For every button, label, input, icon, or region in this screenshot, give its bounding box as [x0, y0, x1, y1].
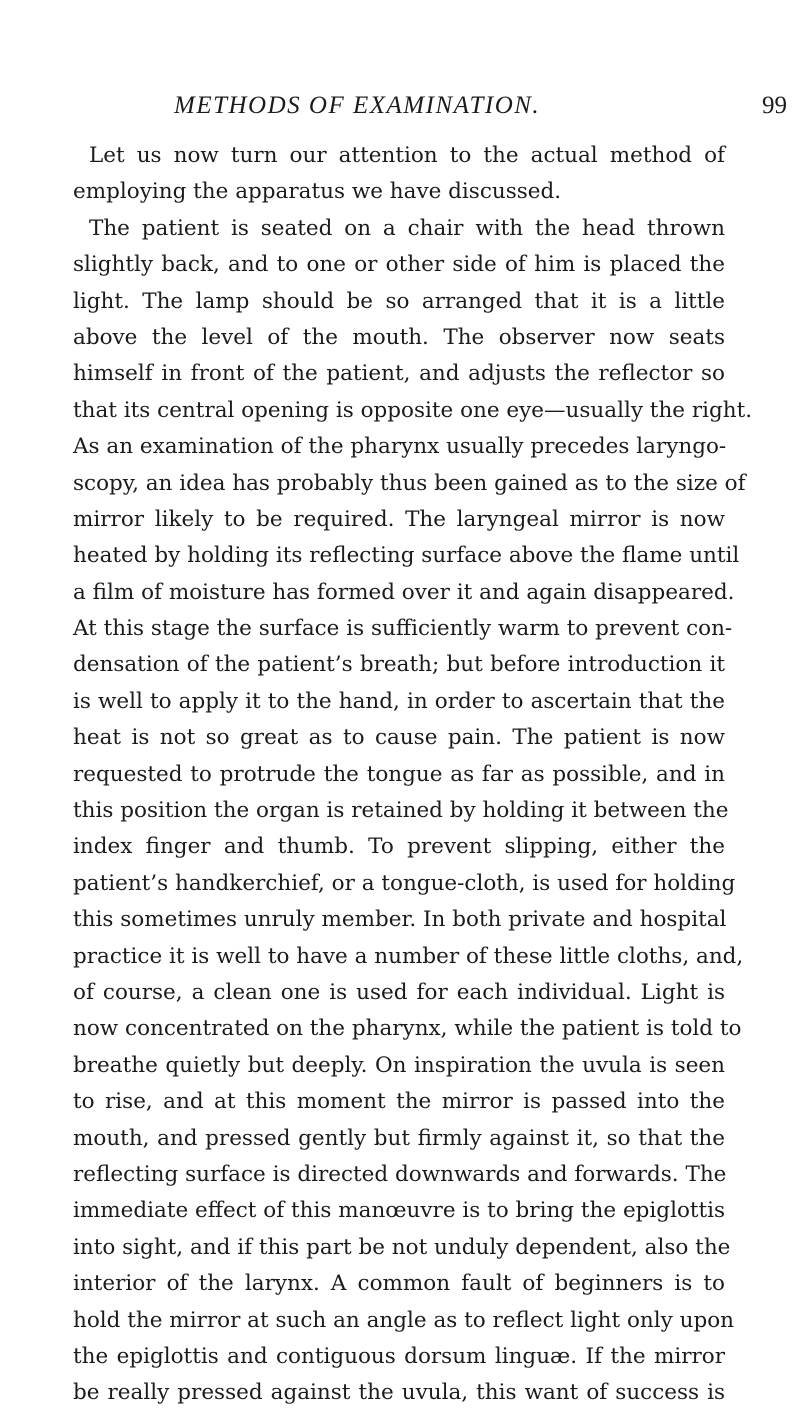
text-line: light. The lamp should be so arranged that it is a little: [73, 288, 725, 314]
text-line: heat is not so great as to cause pain. The patient is now: [73, 725, 725, 751]
text-line: this position the organ is retained by holding it between the: [73, 798, 729, 824]
text-line: breathe quietly but deeply. On inspiration the uvula is seen: [73, 1052, 725, 1078]
text-line: the epiglottis and contiguous dorsum linguæ. If the mirror: [73, 1343, 725, 1369]
text-line: As an examination of the pharynx usually precedes laryngo-: [73, 434, 727, 460]
text-line: densation of the patient’s breath; but before introduction it: [73, 652, 725, 678]
running-title: METHODS OF EXAMINATION.: [174, 92, 541, 119]
text-line: patient’s handkerchief, or a tongue-cloth, is used for holding: [73, 870, 736, 896]
text-line: Let us now turn our attention to the actual method of: [89, 143, 725, 168]
text-line: mirror likely to be required. The laryngeal mirror is now: [73, 506, 725, 532]
text-line: employing the apparatus we have discussed.: [73, 179, 562, 205]
text-line: to rise, and at this moment the mirror is passed into the: [73, 1089, 725, 1115]
text-line: into sight, and if this part be not unduly dependent, also the: [73, 1234, 731, 1260]
text-line: that its central opening is opposite one eye—usually the right.: [73, 397, 753, 423]
text-line: of course, a clean one is used for each individual. Light is: [73, 979, 725, 1005]
text-line: interior of the larynx. A common fault of beginners is to: [73, 1271, 725, 1297]
text-line: immediate effect of this manœuvre is to bring the epiglottis: [73, 1198, 726, 1224]
text-line: At this stage the surface is sufficiently warm to prevent con-: [73, 616, 733, 642]
text-line: this sometimes unruly member. In both private and hospital: [73, 907, 727, 933]
text-line: index finger and thumb. To prevent slipping, either the: [73, 834, 725, 860]
text-line: heated by holding its reflecting surface above the flame until: [73, 543, 740, 569]
text-line: be really pressed against the uvula, this want of success is: [73, 1380, 725, 1406]
text-line: requested to protrude the tongue as far as possible, and in: [73, 761, 725, 787]
text-line: slightly back, and to one or other side of him is placed the: [73, 252, 725, 278]
running-head: [100, 92, 800, 128]
body-text: [73, 138, 753, 1412]
text-line: himself in front of the patient, and adjusts the reflector so: [73, 361, 725, 387]
text-line: mouth, and pressed gently but firmly against it, so that the: [73, 1125, 725, 1151]
text-line: a film of moisture has formed over it and again disappeared.: [73, 579, 735, 605]
text-line: is well to apply it to the hand, in order to ascertain that the: [73, 688, 725, 714]
text-line: above the level of the mouth. The observer now seats: [73, 324, 725, 350]
text-line: scopy, an idea has probably thus been gained as to the size of: [73, 470, 746, 496]
text-line: practice it is well to have a number of these little cloths, and,: [73, 943, 744, 969]
page-number: 99: [762, 92, 787, 119]
text-line: now concentrated on the pharynx, while the patient is told to: [73, 1016, 742, 1042]
text-line: hold the mirror at such an angle as to reflect light only upon: [73, 1307, 735, 1333]
text-line: The patient is seated on a chair with the head thrown: [89, 215, 725, 241]
text-line: reflecting surface is directed downwards and forwards. The: [73, 1161, 727, 1187]
